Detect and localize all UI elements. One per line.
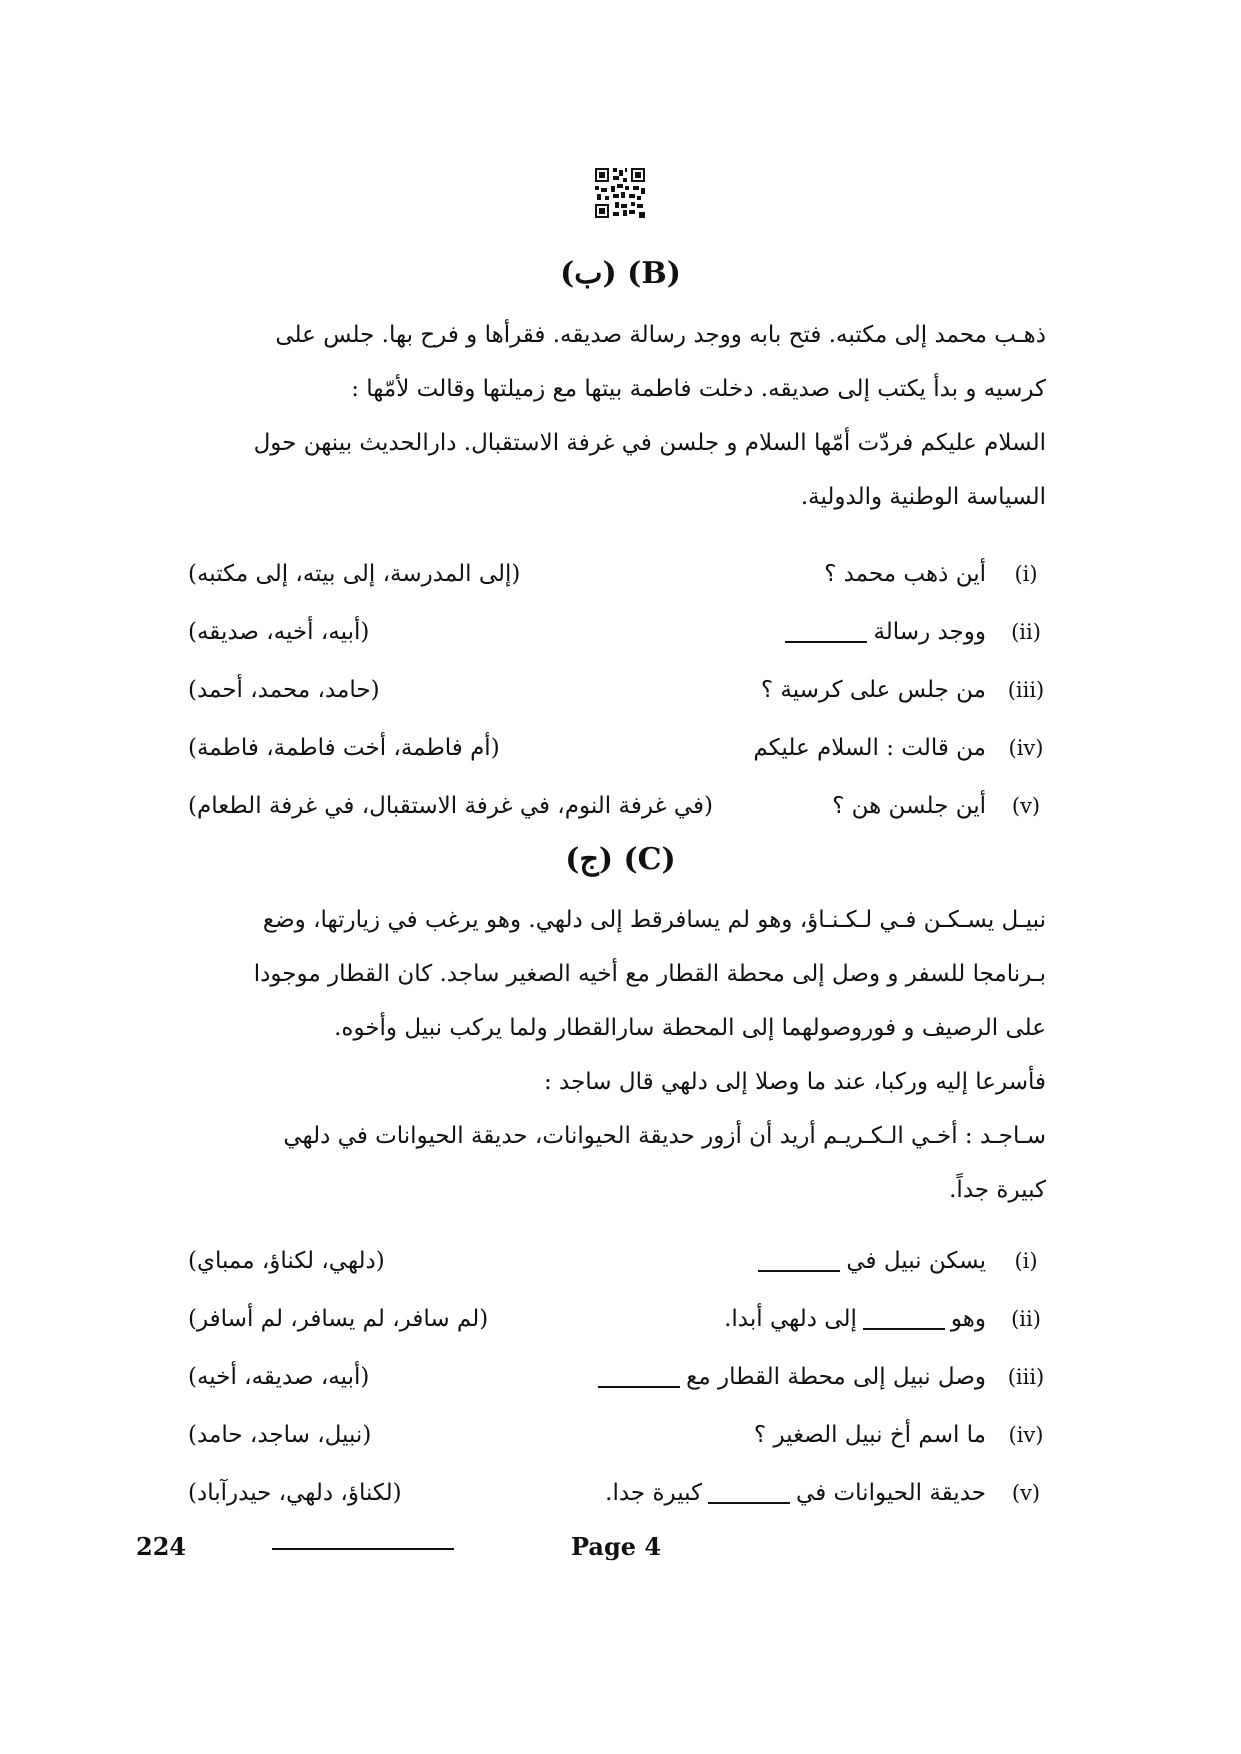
question-number: (iii): [1007, 1365, 1045, 1389]
question-prefix: يسكن نبيل في: [846, 1248, 986, 1274]
paragraph-line: السياسة الوطنية والدولية.: [800, 484, 1046, 510]
footer-divider: [272, 1548, 454, 1550]
answer-blank: [708, 1484, 790, 1504]
question-number: (i): [1014, 1249, 1038, 1273]
paragraph-line: سـاجـد : أخـي الـكـريـم أريد أن أزور حديقة الحيوانات، حديقة الحيوانات في دلهي: [283, 1123, 1046, 1149]
question-number: (v): [1011, 1481, 1041, 1505]
question-c-1: [188, 1240, 1046, 1282]
paragraph-line: كبيرة جداً.: [949, 1177, 1046, 1203]
section-b-paragraph: [188, 308, 1046, 524]
question-text: أين جلسن هن ؟: [832, 793, 986, 819]
question-c-4: [188, 1414, 1046, 1456]
question-number: (ii): [1011, 620, 1041, 644]
question-options: (دلهي، لكناؤ، ممباي): [188, 1248, 385, 1274]
question-b-5: [188, 785, 1046, 827]
question-options: (لم سافر، لم يسافر، لم أسافر): [188, 1306, 489, 1332]
question-options: (نبيل، ساجد، حامد): [188, 1422, 372, 1448]
question-b-4: [188, 727, 1046, 769]
question-text: ما اسم أخ نبيل الصغير ؟: [753, 1422, 986, 1448]
question-prefix: وصل نبيل إلى محطة القطار مع: [686, 1364, 986, 1390]
question-options: (لكناؤ، دلهي، حيدرآباد): [188, 1480, 402, 1506]
question-number: (v): [1011, 794, 1041, 818]
paragraph-line: السلام عليكم فردّت أمّها السلام و جلسن في غرفة الاستقبال. دارالحديث بينهن حول: [253, 430, 1046, 456]
question-c-2: [188, 1298, 1046, 1340]
answer-blank: [598, 1368, 680, 1388]
question-b-3: [188, 669, 1046, 711]
question-number: (iv): [1008, 736, 1044, 760]
question-suffix: إلى دلهي أبدا.: [724, 1306, 857, 1332]
paragraph-line: ذهـب محمد إلى مكتبه. فتح بابه ووجد رسالة صديقه. فقرأها و فرح بها. جلس على: [275, 322, 1046, 348]
question-prefix: وهو: [950, 1306, 986, 1332]
paragraph-line: على الرصيف و فوروصولهما إلى المحطة سارالقطار ولما يركب نبيل وأخوه.: [334, 1015, 1046, 1041]
question-prefix: حديقة الحيوانات في: [796, 1480, 986, 1506]
question-options: (في غرفة النوم، في غرفة الاستقبال، في غرفة الطعام): [188, 793, 713, 819]
question-suffix: كبيرة جدا.: [605, 1480, 703, 1506]
answer-blank: [758, 1252, 840, 1272]
question-number: (iii): [1007, 678, 1045, 702]
question-b-2: [188, 611, 1046, 653]
qr-code-icon: [595, 168, 645, 218]
question-number: (iv): [1008, 1423, 1044, 1447]
answer-blank: [863, 1310, 945, 1330]
paragraph-line: نبيـل يسـكـن فـي لـكـنـاؤ، وهو لم يسافرقط إلى دلهي. وهو يرغب في زيارتها، وضع: [262, 907, 1046, 933]
answer-blank: [785, 623, 867, 643]
section-c-paragraph: [188, 893, 1046, 1217]
question-text: [605, 1472, 986, 1514]
question-options: (حامد، محمد، أحمد): [188, 677, 380, 703]
section-b-heading: (ب) (B): [560, 256, 681, 291]
section-c-heading: (ج) (C): [565, 842, 676, 877]
question-text: [724, 1298, 986, 1340]
question-c-3: [188, 1356, 1046, 1398]
question-text: من قالت : السلام عليكم: [753, 735, 986, 761]
question-prefix: ووجد رسالة: [873, 619, 986, 645]
question-options: (أم فاطمة، أخت فاطمة، فاطمة): [188, 735, 500, 761]
question-options: (أبيه، أخيه، صديقه): [188, 619, 370, 645]
question-number: (i): [1014, 562, 1038, 586]
question-options: (أبيه، صديقه، أخيه): [188, 1364, 370, 1390]
question-text: من جلس على كرسية ؟: [760, 677, 986, 703]
question-options: (إلى المدرسة، إلى بيته، إلى مكتبه): [188, 561, 521, 587]
page-number: Page 4: [571, 1532, 662, 1561]
question-b-1: [188, 553, 1046, 595]
paragraph-line: بـرنامجا للسفر و وصل إلى محطة القطار مع أخيه الصغير ساجد. كان القطار موجودا: [253, 961, 1046, 987]
paragraph-line: كرسيه و بدأ يكتب إلى صديقه. دخلت فاطمة بيتها مع زميلتها وقالت لأمّها :: [351, 376, 1046, 402]
question-text: [592, 1356, 986, 1398]
paper-code: 224: [136, 1532, 187, 1561]
question-text: أين ذهب محمد ؟: [824, 561, 986, 587]
question-text: [779, 611, 986, 653]
question-text: [752, 1240, 986, 1282]
question-c-5: [188, 1472, 1046, 1514]
paragraph-line: فأسرعا إليه وركبا، عند ما وصلا إلى دلهي قال ساجد :: [543, 1069, 1046, 1095]
question-number: (ii): [1011, 1307, 1041, 1331]
